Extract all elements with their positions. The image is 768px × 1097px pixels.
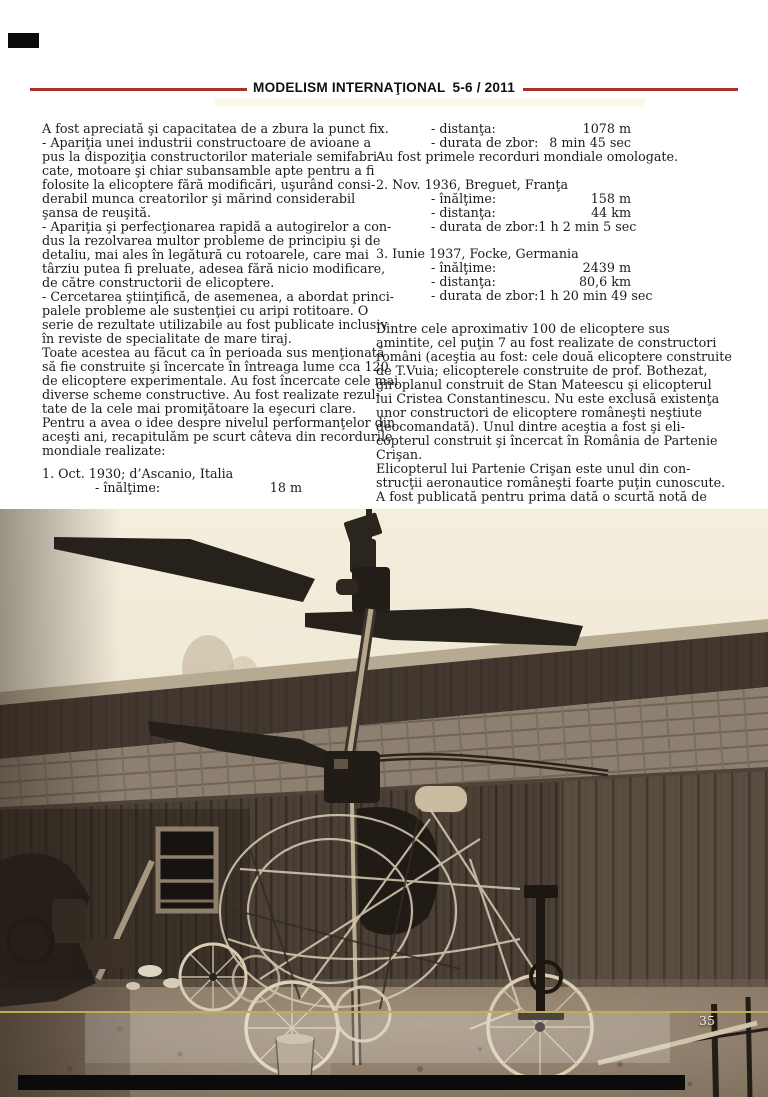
record-heading: 3. Iunie 1937, Focke, Germania xyxy=(376,246,579,261)
record-heading: 2. Nov. 1936, Breguet, Franţa xyxy=(376,177,569,192)
corner-black-box xyxy=(8,33,39,48)
text-line: şansa de reuşită. xyxy=(42,205,152,220)
record-value: 2439 m xyxy=(582,260,631,275)
text-line: români (aceştia au fost: cele două elicoptere construite xyxy=(376,349,732,364)
text-line: Dintre cele aproximativ 100 de elicoptere sus xyxy=(376,321,670,336)
record-value: 1078 m xyxy=(582,121,631,136)
record-row xyxy=(431,192,631,206)
text-line: de T.Vuia; elicopterele construite de prof. Bothezat, xyxy=(376,363,708,378)
text-line: palele probleme ale sustenţiei cu aripi rotitoare. O xyxy=(42,303,369,318)
record-label: - durata de zbor: xyxy=(431,219,539,234)
text-line: A fost apreciată şi capacitatea de a zbura la punct fix. xyxy=(42,121,389,136)
text-line: derabil munca creatorilor şi mărind considerabil xyxy=(42,191,356,206)
record-value: 18 m xyxy=(269,480,302,495)
record-row xyxy=(431,122,631,136)
magazine-title: MODELISM INTERNAŢIONAL xyxy=(253,80,446,95)
record-value: 1 h 2 min 5 sec xyxy=(538,219,637,234)
page-header xyxy=(0,80,768,95)
record-label: - înălţime: xyxy=(431,260,497,275)
record-row xyxy=(431,288,653,303)
text-line: de către constructorii de elicoptere. xyxy=(42,275,275,290)
record-value: 44 km xyxy=(591,205,631,220)
text-line: amintite, cel puţin 7 au fost realizate de constructori xyxy=(376,335,717,350)
text-line: mondiale realizate: xyxy=(42,443,166,458)
translucent-caption-bar xyxy=(85,1013,670,1063)
bottom-black-bar xyxy=(18,1075,685,1090)
text-line: serie de rezultate utilizabile au fost publicate inclusiv xyxy=(42,317,388,332)
text-line: giroplanul construit de Stan Mateescu şi elicopterul xyxy=(376,377,712,392)
helicopter-photo xyxy=(0,509,768,1097)
text-line: Crişan. xyxy=(376,447,423,462)
text-line: Au fost primele recorduri mondiale omologate. xyxy=(376,149,679,164)
record-value: 1 h 20 min 49 sec xyxy=(538,288,653,303)
text-line: Pentru a avea o idee despre nivelul performanţelor din xyxy=(42,415,396,430)
page-number: 35 xyxy=(699,1013,715,1028)
text-line: copterul construit şi încercat în România de Partenie xyxy=(376,433,718,448)
record-value: 158 m xyxy=(590,191,631,206)
text-line: A fost publicată pentru prima dată o scurtă notă de xyxy=(376,489,707,504)
text-line: de elicoptere experimentale. Au fost încercate cele mai xyxy=(42,373,399,388)
spacer xyxy=(376,303,748,322)
record-row xyxy=(431,136,631,150)
text-line: strucţii aeronautice româneşti foarte puţin cunoscute. xyxy=(376,475,726,490)
text-line: să fie construite şi încercate în întreaga lume cca 120 xyxy=(42,359,389,374)
right-column xyxy=(376,122,748,504)
text-line: Elicopterul lui Partenie Crişan este unul din con- xyxy=(376,461,691,476)
text-line: în reviste de specialitate de mare tiraj. xyxy=(42,331,292,346)
record-value: 8 min 45 sec xyxy=(549,135,631,150)
window-shelf xyxy=(158,829,216,911)
left-column xyxy=(42,121,399,495)
record-label: - durata de zbor: xyxy=(431,135,539,150)
text-line: pus la dispoziţia constructorilor materiale semifabri- xyxy=(42,149,382,164)
text-line: detaliu, mai ales în legătură cu rotoarele, care mai xyxy=(42,247,369,262)
record-label: - înălţime: xyxy=(95,480,161,495)
spacer xyxy=(376,164,748,178)
text-line: tate de la cele mai promiţătoare la eşecuri clare. xyxy=(42,401,356,416)
record-row xyxy=(95,481,302,495)
text-line: Toate acestea au făcut ca în perioada sus menţionată xyxy=(42,345,385,360)
text-line: târziu putea fi preluate, adesea fără nicio modificare, xyxy=(42,261,386,276)
record-row xyxy=(431,261,631,275)
text-line: lui Cristea Constantinescu. Nu este exclusă existenţa xyxy=(376,391,720,406)
record-row xyxy=(431,219,637,234)
record-label: - înălţime: xyxy=(431,191,497,206)
record-label: - distanţa: xyxy=(431,121,496,136)
record-row xyxy=(431,275,631,289)
record-row xyxy=(431,206,631,220)
text-line: cate, motoare şi chiar subansamble apte pentru a fi xyxy=(42,163,375,178)
record-label: - durata de zbor: xyxy=(431,288,539,303)
text-line: folosite la elicoptere fără modificări, uşurând consi- xyxy=(42,177,376,192)
record-label: - distanţa: xyxy=(431,274,496,289)
text-line: - Apariţia unei industrii constructoare de avioane a xyxy=(42,135,372,150)
text-line: diverse scheme constructive. Au fost realizate rezul- xyxy=(42,387,380,402)
text-line: unor constructori de elicoptere româneşti neştiute xyxy=(376,405,703,420)
text-line: deocomandată). Unul dintre aceştia a fost şi eli- xyxy=(376,419,685,434)
header-underline xyxy=(215,98,645,107)
issue-number: 5-6 / 2011 xyxy=(452,80,515,95)
text-line: - Cercetarea ştiinţifică, de asemenea, a abordat princi- xyxy=(42,289,395,304)
text-line: dus la rezolvarea multor probleme de principiu şi de xyxy=(42,233,381,248)
helicopter-photo-illustration xyxy=(0,509,768,1097)
text-line: - Apariţia şi perfecţionarea rapidă a autogirelor a con- xyxy=(42,219,392,234)
record-value: 80,6 km xyxy=(578,274,631,289)
record-heading: 1. Oct. 1930; d’Ascanio, Italia xyxy=(42,466,234,481)
text-line: aceşti ani, recapitulăm pe scurt câteva din recordurile xyxy=(42,429,393,444)
record-label: - distanţa: xyxy=(431,205,496,220)
